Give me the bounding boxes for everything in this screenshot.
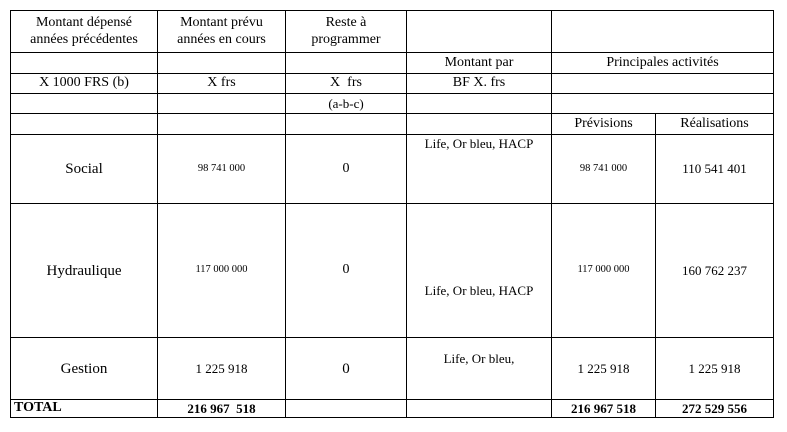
table-border-right — [773, 10, 774, 418]
formula-reste: (a-b-c) — [328, 95, 364, 111]
row-label-gestion: Gestion — [60, 360, 108, 377]
gestion-reste: 0 — [342, 360, 350, 377]
social-montant-prevu: 98 741 000 — [197, 162, 246, 174]
subheader-realisations: Réalisations — [680, 115, 749, 131]
social-realisations: 110 541 401 — [682, 161, 747, 177]
row-label-hydraulique: Hydraulique — [46, 262, 122, 279]
hydraulique-previsions: 117 000 000 — [577, 264, 630, 276]
subheader-previsions: Prévisions — [574, 115, 633, 131]
gestion-montant-prevu: 1 225 918 — [195, 360, 248, 376]
hydraulique-realisations: 160 762 237 — [682, 262, 747, 278]
social-previsions: 98 741 000 — [579, 162, 628, 174]
social-reste: 0 — [342, 160, 350, 176]
social-montant-par: Life, Or bleu, HACP — [424, 136, 534, 151]
hydraulique-montant-par: Life, Or bleu, HACP — [424, 282, 534, 298]
gestion-montant-par: Life, Or bleu, — [443, 351, 515, 366]
total-previsions: 216 967 518 — [571, 400, 636, 416]
budget-table — [10, 10, 774, 418]
row-label-social: Social — [65, 161, 103, 177]
unit-montant-par: BF X. frs — [452, 75, 506, 91]
total-realisations: 272 529 556 — [682, 400, 747, 416]
hydraulique-reste: 0 — [342, 262, 350, 278]
unit-reste: X frs — [330, 75, 362, 91]
header-principales-activites: Principales activités — [606, 54, 719, 70]
gestion-previsions: 1 225 918 — [577, 360, 630, 376]
header-montant-prevu: Montant prévu années en cours — [177, 14, 266, 47]
unit-montant-prevu: X frs — [207, 75, 236, 91]
gestion-realisations: 1 225 918 — [688, 360, 741, 376]
header-reste-a-programmer: Reste à programmer — [311, 14, 381, 47]
header-montant-depense: Montant dépensé années précédentes — [30, 14, 138, 47]
hydraulique-montant-prevu: 117 000 000 — [195, 264, 248, 276]
unit-montant-depense: X 1000 FRS (b) — [39, 75, 129, 91]
total-montant-prevu: 216 967 518 — [187, 400, 256, 416]
table-border-bottom — [10, 417, 774, 418]
header-montant-par: Montant par — [444, 54, 514, 70]
total-label: TOTAL — [14, 400, 62, 416]
